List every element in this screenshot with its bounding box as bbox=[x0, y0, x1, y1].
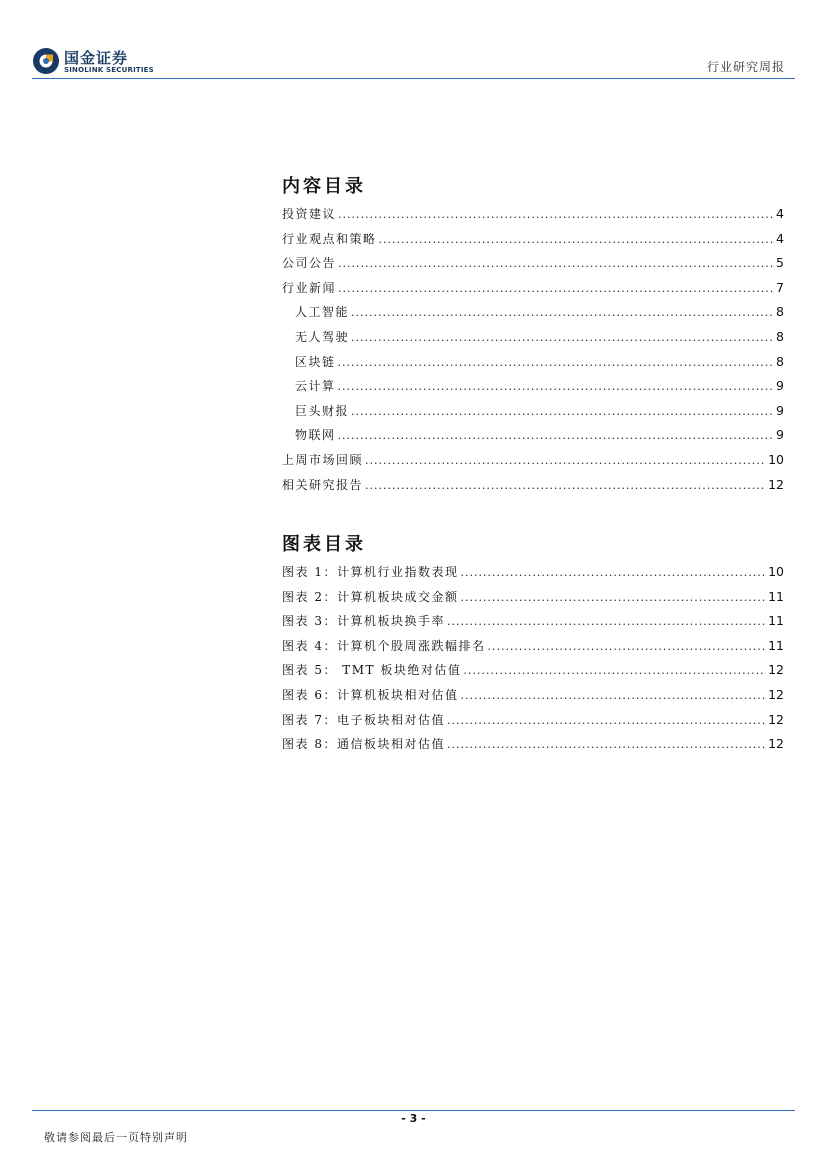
figure-entry-page: 12 bbox=[768, 736, 784, 752]
toc-entry-label: 行业新闻 bbox=[282, 280, 337, 295]
toc-entry-page: 5 bbox=[776, 255, 784, 271]
toc-entry-label: 物联网 bbox=[295, 428, 336, 443]
dot-leader bbox=[460, 591, 766, 604]
toc-entry-page: 4 bbox=[776, 230, 784, 246]
toc-entry-label: 区块链 bbox=[295, 354, 336, 369]
dot-leader bbox=[338, 356, 775, 369]
toc-entry[interactable] bbox=[282, 402, 784, 427]
toc-entry-label: 上周市场回顾 bbox=[282, 452, 364, 467]
toc-entry[interactable] bbox=[282, 451, 784, 476]
toc-entry-page: 8 bbox=[776, 328, 784, 344]
company-logo bbox=[32, 44, 162, 78]
figure-entry-label: 图表 1：计算机行业指数表现 bbox=[282, 565, 459, 579]
toc-entry-page: 8 bbox=[776, 353, 784, 369]
figure-entry-label: 图表 3：计算机板块换手率 bbox=[282, 614, 445, 629]
dot-leader bbox=[338, 380, 775, 393]
dot-leader bbox=[460, 689, 766, 702]
toc-entry-page: 9 bbox=[776, 378, 784, 394]
table-of-contents bbox=[282, 173, 784, 500]
toc-list bbox=[282, 205, 784, 500]
footer-divider bbox=[32, 1110, 795, 1111]
figure-entry-page: 12 bbox=[768, 662, 784, 678]
figure-entry-label: 图表 2：计算机板块成交金额 bbox=[282, 589, 459, 604]
figure-list bbox=[282, 531, 784, 760]
figure-entry-page: 12 bbox=[768, 686, 784, 702]
figure-list-title: 图表目录 bbox=[282, 534, 366, 555]
header-divider bbox=[32, 78, 795, 79]
figure-entry[interactable] bbox=[282, 711, 784, 736]
toc-entry-page: 9 bbox=[776, 402, 784, 418]
dot-leader bbox=[351, 405, 774, 418]
toc-entry[interactable] bbox=[282, 328, 784, 353]
logo-chinese-name: 国金证券 bbox=[64, 49, 129, 67]
toc-entry-label: 巨头财报 bbox=[295, 403, 350, 418]
dot-leader bbox=[338, 429, 775, 442]
figure-entry[interactable] bbox=[282, 637, 784, 662]
dot-leader bbox=[338, 282, 774, 295]
page-header bbox=[0, 0, 827, 80]
toc-entry-page: 12 bbox=[768, 476, 784, 492]
figure-entry-page: 10 bbox=[768, 564, 784, 579]
toc-entry-label: 行业观点和策略 bbox=[282, 231, 377, 246]
toc-entry-page: 8 bbox=[776, 304, 784, 320]
figure-entry-page: 11 bbox=[768, 637, 784, 653]
dot-leader bbox=[447, 738, 766, 751]
toc-entry[interactable] bbox=[282, 230, 784, 255]
toc-entry[interactable] bbox=[282, 279, 784, 304]
toc-entry-page: 10 bbox=[768, 451, 784, 467]
dot-leader bbox=[365, 479, 766, 492]
toc-entry[interactable] bbox=[282, 254, 784, 279]
toc-entry-page: 4 bbox=[776, 206, 784, 221]
figure-entry[interactable] bbox=[282, 588, 784, 613]
sinolink-logo-icon bbox=[32, 47, 60, 75]
toc-entry-page: 9 bbox=[776, 427, 784, 443]
figure-entry-label: 图表 4：计算机个股周涨跌幅排名 bbox=[282, 638, 486, 653]
toc-entry[interactable] bbox=[282, 476, 784, 501]
toc-title: 内容目录 bbox=[282, 176, 366, 197]
toc-entry-label: 投资建议 bbox=[282, 207, 337, 221]
dot-leader bbox=[447, 615, 766, 628]
dot-leader bbox=[460, 566, 766, 579]
dot-leader bbox=[365, 454, 766, 467]
disclaimer-note: 敬请参阅最后一页特别声明 bbox=[44, 1131, 188, 1144]
page-number: - 3 - bbox=[401, 1112, 426, 1125]
toc-entry[interactable] bbox=[282, 353, 784, 378]
figure-entry-page: 11 bbox=[768, 588, 784, 604]
figure-entry-label: 图表 8：通信板块相对估值 bbox=[282, 737, 445, 752]
figure-entry-page: 12 bbox=[768, 711, 784, 727]
figure-entry-label: 图表 7：电子板块相对估值 bbox=[282, 712, 445, 727]
figure-entry-page: 11 bbox=[768, 613, 784, 629]
figure-entry[interactable] bbox=[282, 686, 784, 711]
toc-entry-label: 相关研究报告 bbox=[282, 477, 364, 492]
document-type: 行业研究周报 bbox=[706, 60, 785, 74]
dot-leader bbox=[338, 257, 774, 270]
dot-leader bbox=[487, 640, 766, 653]
dot-leader bbox=[447, 714, 766, 727]
toc-entry-label: 云计算 bbox=[295, 379, 336, 394]
dot-leader bbox=[351, 331, 774, 344]
figure-entry[interactable] bbox=[282, 661, 784, 686]
toc-entry-label: 无人驾驶 bbox=[295, 329, 350, 344]
dot-leader bbox=[379, 233, 775, 246]
logo-english-name: SINOLINK SECURITIES bbox=[64, 66, 154, 74]
figure-entry[interactable] bbox=[282, 735, 784, 760]
toc-entry[interactable] bbox=[282, 205, 784, 230]
dot-leader bbox=[463, 664, 766, 677]
figure-entries bbox=[282, 563, 784, 760]
figure-entry-label: 图表 5： TMT 板块绝对估值 bbox=[282, 663, 462, 678]
toc-entry-label: 人工智能 bbox=[295, 305, 350, 320]
toc-entry[interactable] bbox=[282, 377, 784, 402]
dot-leader bbox=[351, 306, 774, 319]
figure-entry[interactable] bbox=[282, 612, 784, 637]
toc-entry-page: 7 bbox=[776, 279, 784, 295]
toc-entry[interactable] bbox=[282, 303, 784, 328]
figure-entry[interactable] bbox=[282, 563, 784, 588]
toc-entry-label: 公司公告 bbox=[282, 256, 337, 271]
dot-leader bbox=[338, 208, 774, 221]
figure-entry-label: 图表 6：计算机板块相对估值 bbox=[282, 687, 459, 702]
toc-entry[interactable] bbox=[282, 426, 784, 451]
